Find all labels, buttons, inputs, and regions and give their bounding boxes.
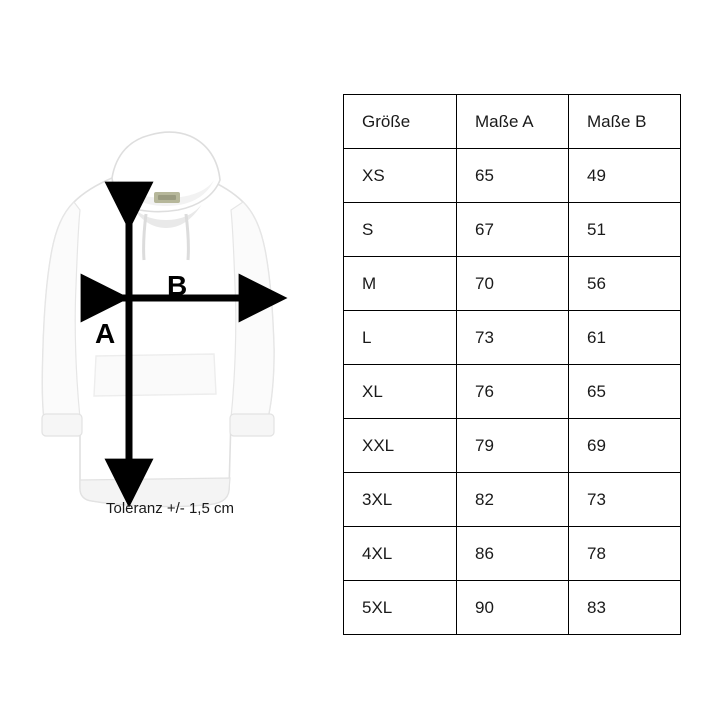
table-row — [344, 527, 681, 581]
cell-measure-b: 65 — [569, 365, 681, 419]
column-header-measure-b: Maße B — [569, 95, 681, 149]
size-table — [343, 94, 681, 635]
cell-measure-a: 82 — [457, 473, 569, 527]
cell-measure-a: 90 — [457, 581, 569, 635]
cell-size: 3XL — [344, 473, 457, 527]
size-table-container — [343, 94, 680, 635]
table-header-row — [344, 95, 681, 149]
table-row — [344, 365, 681, 419]
cell-measure-b: 49 — [569, 149, 681, 203]
cell-measure-a: 73 — [457, 311, 569, 365]
tolerance-note: Toleranz +/- 1,5 cm — [106, 500, 234, 517]
cell-size: 5XL — [344, 581, 457, 635]
table-row — [344, 257, 681, 311]
cell-measure-b: 73 — [569, 473, 681, 527]
cell-measure-a: 76 — [457, 365, 569, 419]
cell-size: L — [344, 311, 457, 365]
table-row — [344, 311, 681, 365]
column-header-size: Größe — [344, 95, 457, 149]
cell-measure-b: 51 — [569, 203, 681, 257]
cell-measure-a: 65 — [457, 149, 569, 203]
cell-measure-a: 79 — [457, 419, 569, 473]
cell-measure-b: 69 — [569, 419, 681, 473]
cell-measure-b: 83 — [569, 581, 681, 635]
table-row — [344, 149, 681, 203]
cell-measure-a: 86 — [457, 527, 569, 581]
garment-illustration-panel — [0, 0, 330, 718]
cell-measure-a: 67 — [457, 203, 569, 257]
measure-a-label: A — [95, 318, 116, 349]
table-row — [344, 203, 681, 257]
cell-size: XL — [344, 365, 457, 419]
cell-measure-b: 61 — [569, 311, 681, 365]
cell-size: M — [344, 257, 457, 311]
table-row — [344, 473, 681, 527]
cell-size: XS — [344, 149, 457, 203]
cell-measure-a: 70 — [457, 257, 569, 311]
cell-size: S — [344, 203, 457, 257]
hoodie-icon — [18, 118, 308, 518]
cell-measure-b: 56 — [569, 257, 681, 311]
cell-size: XXL — [344, 419, 457, 473]
table-row — [344, 581, 681, 635]
cell-size: 4XL — [344, 527, 457, 581]
measure-b-label: B — [167, 270, 188, 301]
table-row — [344, 419, 681, 473]
cell-measure-b: 78 — [569, 527, 681, 581]
column-header-measure-a: Maße A — [457, 95, 569, 149]
